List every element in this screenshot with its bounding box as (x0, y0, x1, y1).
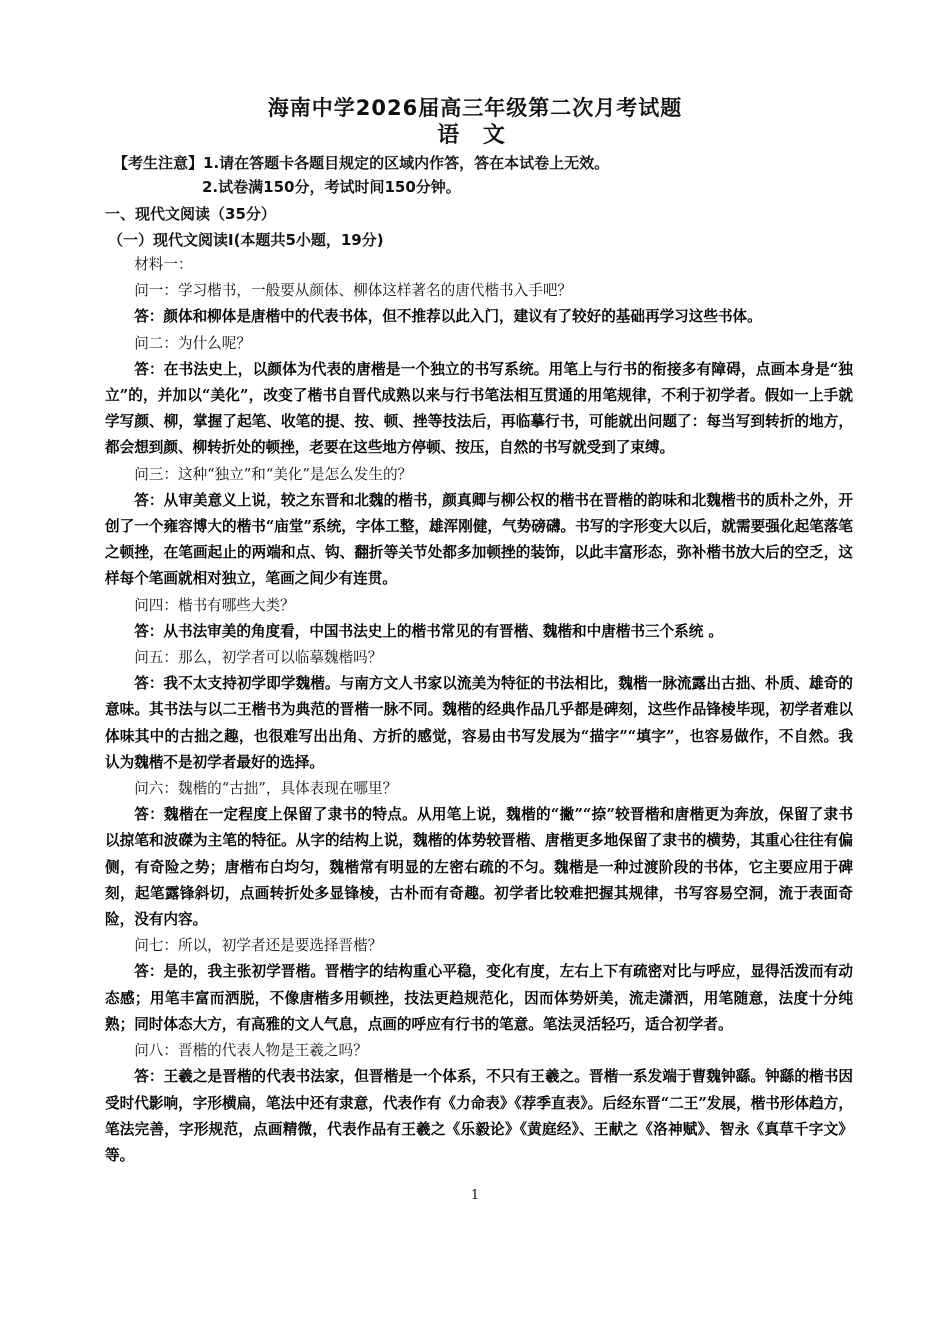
answer-1: 答：颜体和柳体是唐楷中的代表书体，但不推荐以此入门，建议有了较好的基础再学习这些书体。 (134, 308, 762, 326)
question-8: 问八：晋楷的代表人物是王羲之吗？ (134, 1042, 368, 1060)
answer-7: 答：是的，我主张初学晋楷。晋楷字的结构重心平稳，变化有度，左右上下有疏密对比与呼应，显得活泼而有动态感；用笔丰富而洒脱，不像唐楷多用顿挫，技法更趋规范化，因而体势妍美，流走潇洒，用笔随意，法度十分纯熟；同时体态大方，有高雅的文人气息，点画的呼应有行书的笔意。笔法灵活轻巧，适合初学者。 (105, 963, 853, 1033)
answer-6: 答：魏楷在一定程度上保留了隶书的特点。从用笔上说，魏楷的“撇”“捺”较晋楷和唐楷更为奔放，保留了隶书以掠笔和波磔为主笔的特征。从字的结构上说，魏楷的体势较晋楷、唐楷更多地保留了隶书的横势，其重心往往有偏侧，有奇险之势；唐楷布白均匀，魏楷常有明显的左密右疏的不匀。魏楷是一种过渡阶段的书体，它主要应用于碑刻，起笔露锋斜切，点画转折处多显锋棱，古朴而有奇趣。初学者比较难把握其规律，书写容易空洞，流于表面奇险，没有内容。 (105, 806, 853, 929)
subject-title: 语 文 (437, 123, 513, 148)
notice-line-1: 【考生注意】1.请在答题卡各题目规定的区域内作答，答在本试卷上无效。 (113, 154, 610, 172)
answer-3: 答：从审美意义上说，较之东晋和北魏的楷书，颜真卿与柳公权的楷书在晋楷的韵味和北魏楷书的质朴之外，开创了一个雍容博大的楷书“庙堂”系统，字体工整，雄浑刚健，气势磅礴。书写的字形变大以后，就需要强化起笔落笔之顿挫，在笔画起止的两端和点、钩、翻折等关节处都多加顿挫的装饰，以此丰富形态，弥补楷书放大后的空乏，这样每个笔画就相对独立，笔画之间少有连贯。 (105, 491, 853, 588)
question-7: 问七：所以，初学者还是要选择晋楷？ (134, 937, 383, 955)
notice-line-2: 2.试卷满150分，考试时间150分钟。 (202, 178, 461, 196)
question-3: 问三：这种“独立”和“美化”是怎么发生的？ (134, 465, 413, 483)
section-subtitle: （一）现代文阅读Ⅰ(本题共5小题，19分) (108, 231, 384, 249)
answer-5: 答：我不太支持初学即学魏楷。与南方文人书家以流美为特征的书法相比，魏楷一脉流露出古拙、朴质、雄奇的意味。其书法与以二王楷书为典范的晋楷一脉不同。魏楷的经典作品几乎都是碑刻，这些作品锋棱毕现，初学者难以体味其中的古拙之趣，也很难写出出角、方折的感觉，容易由书写发展为“描字”“填字”，也容易做作，不自然。我认为魏楷不是初学者最好的选择。 (105, 675, 853, 771)
question-6: 问六：魏楷的“古拙”，具体表现在哪里？ (134, 780, 398, 798)
question-5: 问五：那么，初学者可以临摹魏楷吗？ (134, 649, 383, 667)
answer-4: 答：从书法审美的角度看，中国书法史上的楷书常见的有晋楷、魏楷和中唐楷书三个系统 。 (134, 622, 724, 640)
exam-title: 海南中学2026届高三年级第二次月考试题 (267, 96, 683, 120)
question-1: 问一：学习楷书，一般要从颜体、柳体这样著名的唐代楷书入手吧？ (134, 282, 573, 300)
material-label: 材料一： (134, 256, 193, 273)
reading-material (105, 252, 853, 1169)
answer-2: 答：在书法史上，以颜体为代表的唐楷是一个独立的书写系统。用笔上与行书的衔接多有障碍，点画本身是“独立”的，并加以“美化”，改变了楷书自晋代成熟以来与行书笔法相互贯通的用笔规律，不利于初学者。假如一上手就学写颜、柳，掌握了起笔、收笔的提、按、顿、挫等技法后，再临摹行书，可能就出问题了：每当写到转折的地方，都会想到颜、柳转折处的顿挫，老要在这些地方停顿、按压，自然的书写就受到了束缚。 (105, 360, 853, 457)
question-2: 问二：为什么呢？ (134, 334, 251, 352)
page-number: 1 (470, 1188, 480, 1203)
question-4: 问四：楷书有哪些大类？ (134, 596, 295, 614)
section-title: 一、现代文阅读（35分） (105, 205, 276, 223)
answer-8: 答：王羲之是晋楷的代表书法家，但晋楷是一个体系，不只有王羲之。晋楷一系发端于曹魏钟繇。钟繇的楷书因受时代影响，字形横扁，笔法中还有隶意，代表作有《力命表》《荐季直表》。后经东晋“二王”发展，楷书形体趋方，笔法完善，字形规范，点画精微，代表作品有王羲之《乐毅论》《黄庭经》、王献之《洛神赋》、智永《真草千字文》等。 (105, 1068, 853, 1164)
